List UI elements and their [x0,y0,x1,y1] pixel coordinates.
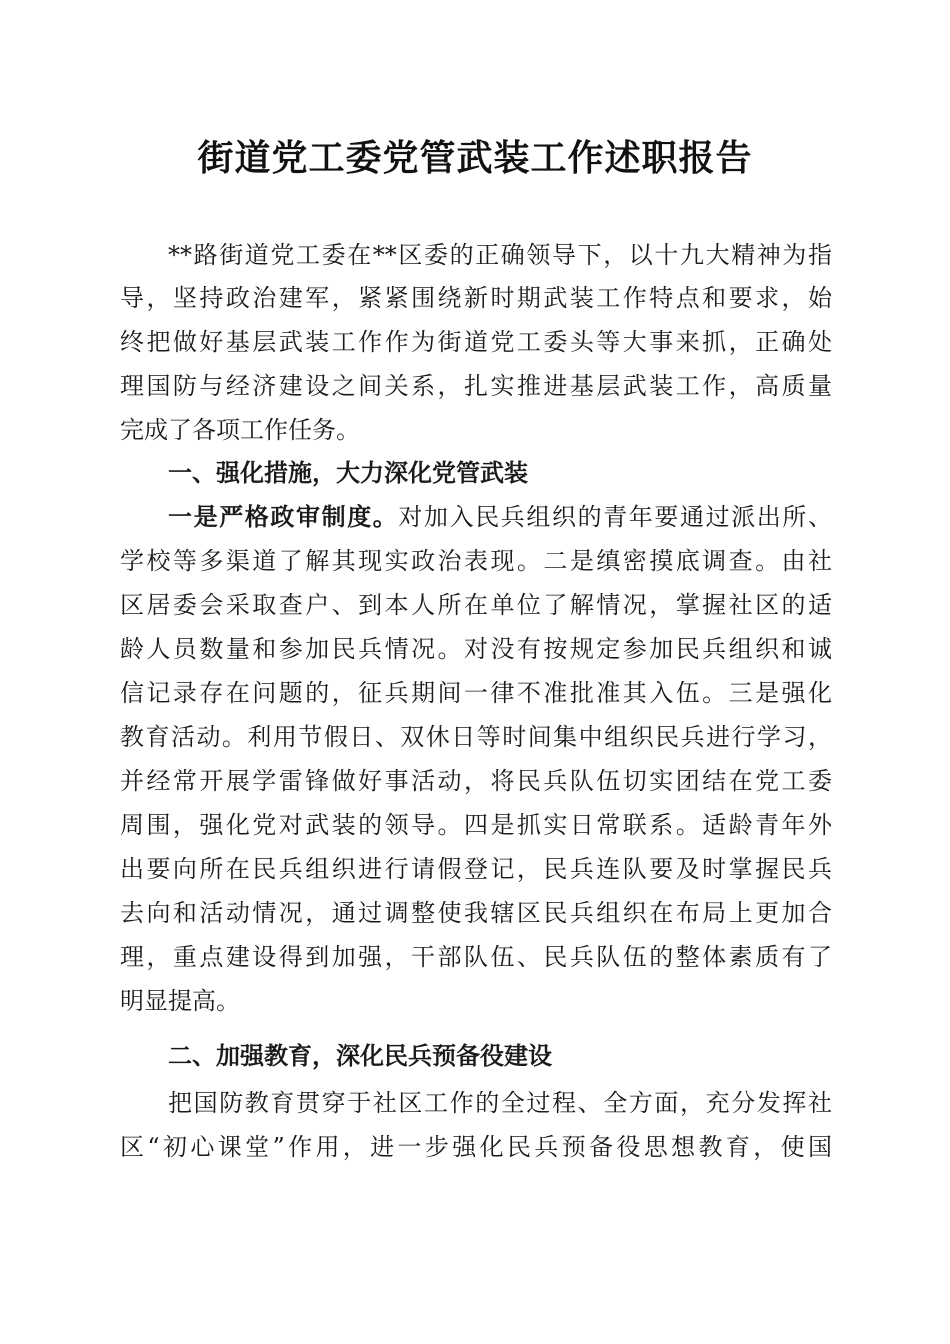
paragraph-line: 并经常开展学雷锋做好事活动，将民兵队伍切实团结在党工委 [120,767,832,795]
page-title: 街道党工委党管武装工作述职报告 [197,137,753,179]
section-heading: 二、加强教育，深化民兵预备役建设 [168,1042,552,1070]
paragraph-line: 教育活动。利用节假日、双休日等时间集中组织民兵进行学习， [120,723,832,751]
paragraph-line: 学校等多渠道了解其现实政治表现。二是缜密摸底调查。由社 [120,547,832,575]
paragraph-line: 出要向所在民兵组织进行请假登记，民兵连队要及时掌握民兵 [120,855,832,883]
paragraph-line: **路街道党工委在**区委的正确领导下，以十九大精神为指 [168,241,832,269]
section-heading: 一、强化措施，大力深化党管武装 [168,459,528,487]
paragraph-line: 信记录存在问题的，征兵期间一律不准批准其入伍。三是强化 [120,679,832,707]
paragraph-line: 完成了各项工作任务。 [120,416,360,444]
lead-phrase: 一是严格政审制度。 [168,502,399,531]
paragraph-line: 周围，强化党对武装的领导。四是抓实日常联系。适龄青年外 [120,811,832,839]
paragraph-line: 理国防与经济建设之间关系，扎实推进基层武装工作，高质量 [120,372,832,400]
paragraph-line [168,499,832,535]
lead-line-rest: 对加入民兵组织的青年要通过派出所、 [398,503,833,531]
paragraph-line: 龄人员数量和参加民兵情况。对没有按规定参加民兵组织和诚 [120,635,832,663]
paragraph-line: 终把做好基层武装工作作为街道党工委头等大事来抓，正确处 [120,328,832,356]
paragraph-line: 导，坚持政治建军，紧紧围绕新时期武装工作特点和要求，始 [120,284,832,312]
paragraph-line: 区“初心课堂”作用，进一步强化民兵预备役思想教育，使国 [120,1133,832,1161]
paragraph-line: 区居委会采取查户、到本人所在单位了解情况，掌握社区的适 [120,591,832,619]
paragraph-line: 去向和活动情况，通过调整使我辖区民兵组织在布局上更加合 [120,899,832,927]
paragraph-line: 明显提高。 [120,987,240,1015]
paragraph-line: 理，重点建设得到加强，干部队伍、民兵队伍的整体素质有了 [120,943,832,971]
paragraph-line: 把国防教育贯穿于社区工作的全过程、全方面，充分发挥社 [168,1089,832,1117]
